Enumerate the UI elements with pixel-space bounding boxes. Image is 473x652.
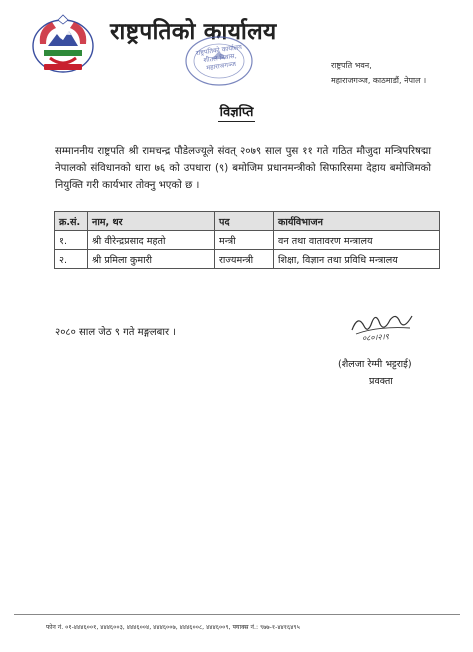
table-cell: शिक्षा, विज्ञान तथा प्रविधि मन्त्रालय bbox=[274, 250, 440, 269]
notice-body: सम्माननीय राष्ट्रपति श्री रामचन्द्र पौडेलज्यूले संवत् २०७९ साल पुस ११ गते गठित मौजुदा मन्त्रिपरिषद्मा नेपालको संविधानको धारा ७६ को उपधारा (९) बमोजिम प्रधानमन्त्रीको सिफारिसमा देहाय बमोजिमको नियुक्ति गरी कार्यभार तोक्नु भएको छ । bbox=[55, 146, 431, 191]
column-header-name: नाम, थर bbox=[88, 212, 215, 231]
column-header-post: पद bbox=[215, 212, 274, 231]
footer-divider bbox=[14, 614, 460, 615]
office-title: राष्ट्रपतिको कार्यालय bbox=[110, 19, 277, 45]
address-line: महाराजगञ्ज, काठमाडौं, नेपाल । bbox=[331, 76, 427, 85]
table-cell: वन तथा वातावरण मन्त्रालय bbox=[274, 231, 440, 250]
column-header-portfolio: कार्यविभाजन bbox=[274, 212, 440, 231]
signer-name: (शैलजा रेग्मी भट्टराई) bbox=[338, 359, 412, 370]
table-header-row bbox=[55, 212, 440, 231]
nepal-emblem-icon bbox=[30, 14, 96, 74]
table-row bbox=[55, 250, 440, 269]
office-address bbox=[331, 58, 426, 88]
table-row bbox=[55, 231, 440, 250]
table-cell: राज्यमन्त्री bbox=[215, 250, 274, 269]
table-cell: श्री वीरेन्द्रप्रसाद महतो bbox=[88, 231, 215, 250]
seal-text: राष्ट्रपतिको कार्यालय शीतल निवास, महाराजगञ्ज bbox=[195, 42, 243, 72]
appointment-table bbox=[54, 211, 440, 269]
address-line: राष्ट्रपति भवन, bbox=[331, 61, 372, 70]
notice-heading bbox=[0, 101, 473, 120]
date-line: २०८० साल जेठ ९ गते मङ्गलबार । bbox=[55, 327, 177, 338]
notice-heading-text: विज्ञप्ति bbox=[219, 105, 254, 120]
table-cell: १. bbox=[55, 231, 88, 250]
column-header-sn: क्र.सं. bbox=[55, 212, 88, 231]
table-cell: मन्त्री bbox=[215, 231, 274, 250]
table-cell: श्री प्रमिला कुमारी bbox=[88, 250, 215, 269]
table-cell: २. bbox=[55, 250, 88, 269]
signature-date: ०८०।२।९ bbox=[361, 332, 390, 343]
footer-contact: फोन नं. ०१-४४४६००१, ४४४६००३, ४४४६००४, ४४४६००७, ४४४६००८, ४४४६००९, फ्याक्स नं.: ९७७-१-४४१६४९५ bbox=[46, 624, 300, 631]
signer-title: प्रवक्ता bbox=[369, 376, 393, 387]
